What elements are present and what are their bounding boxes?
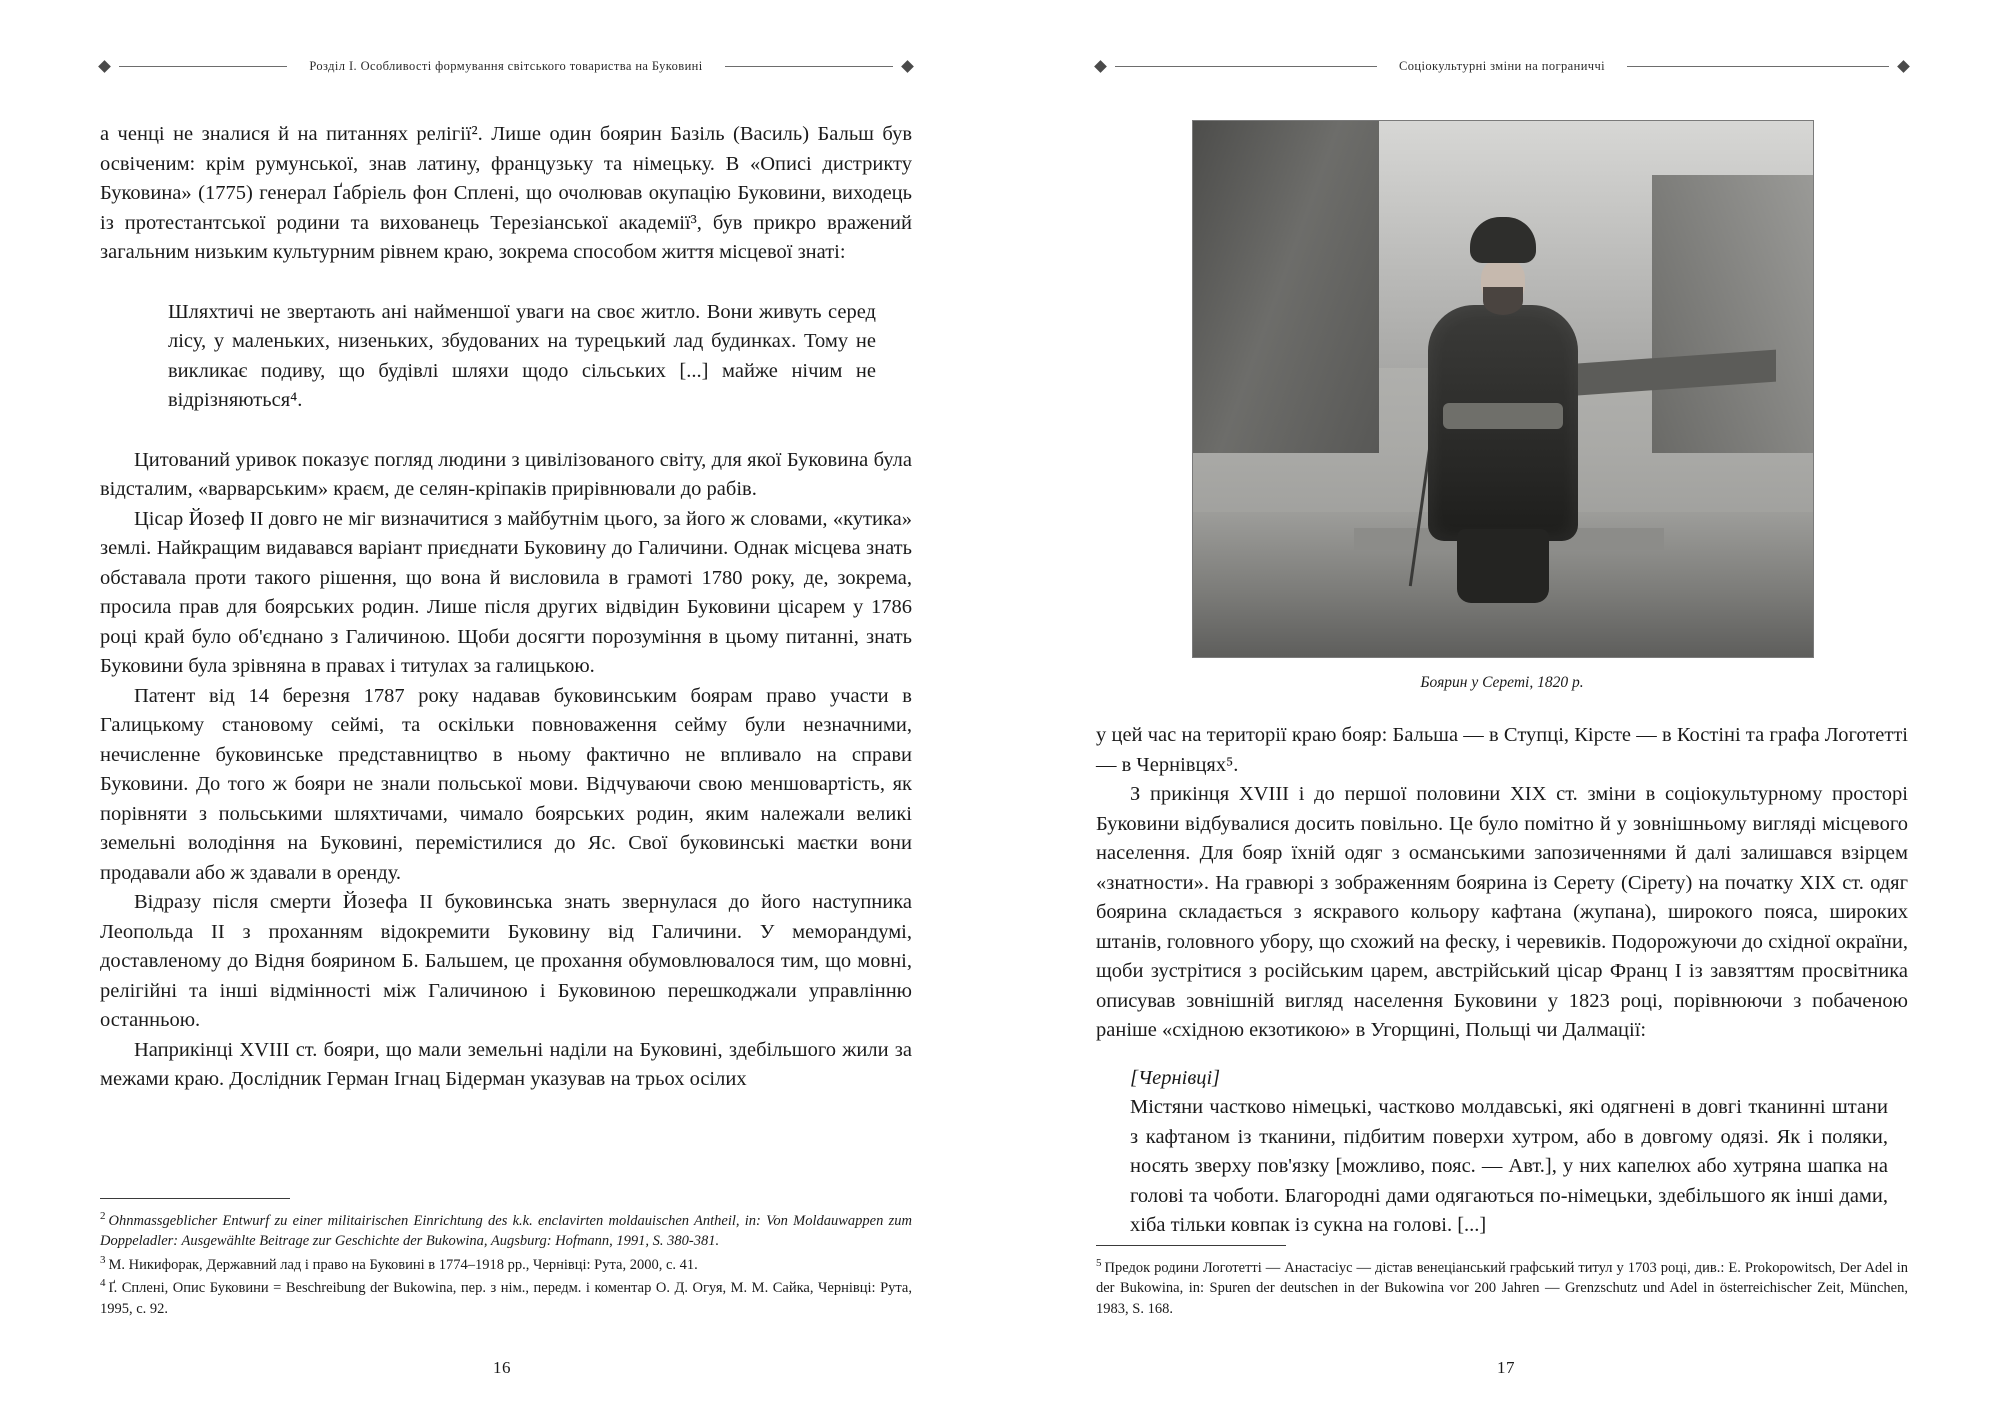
blockquote-franz-i xyxy=(1130,1064,1888,1241)
footnotes-right xyxy=(1096,1245,1908,1323)
figure-hat xyxy=(1470,217,1536,263)
body-text-left xyxy=(100,120,912,1095)
body-text-right xyxy=(1096,721,1908,1241)
figure-beard xyxy=(1483,287,1523,315)
footnote-number: 5 xyxy=(1096,1256,1102,1269)
paragraph: Цісар Йозеф II довго не міг визначитися з майбутнім цього, за його ж словами, «кутика» землі. Найкращим видавався варіант приєднати Буковину до Галичини. Однак місцева знать обставала проти такого рішення, що вона й висловила в грамоті 1780 року, де, зокрема, просила прав для боярських родин. Лише після других відвідин Буковини цісарем у 1786 році край було об'єднано з Галичиною. Щоби досягти порозуміння в цьому питанні, знать Буковини була зрівняна в правах і титулах за галицькою. xyxy=(100,507,912,677)
footnote-text: Предок родини Логотетті — Анастасіус — дістав венеціанський графський титул у 1703 році, див.: E. Prokopowitsch, Der Adel in der Bukowina, in: Spuren der deutschen in der Bukowina vor 200 Jahren — Grenzschutz und Adel in österreichischer Zeit, München, 1983, S. 168. xyxy=(1096,1259,1908,1317)
figure-image xyxy=(1192,120,1814,658)
footnote-text: Ohnmassgeblicher Entwurf zu einer militairischen Einrichtung des k.k. enclavirten moldauischen Antheil, in: Von Moldauwappen zum Doppeladler: Ausgewählte Beitrage zur Geschichte der Bukowina, Augsburg: Hofmann, 1991, S. 380-381. xyxy=(100,1212,912,1249)
footnote-item xyxy=(100,1255,912,1276)
blockquote-spleny xyxy=(168,298,876,416)
figure-caption: Боярин у Сереті, 1820 р. xyxy=(1420,674,1584,691)
running-head-left-text: Розділ I. Особливості формування світського товариства на Буковині xyxy=(309,58,703,73)
paragraph: Наприкінці XVIII ст. бояри, що мали земельні наділи на Буковині, здебільшого жили за межами краю. Дослідник Герман Ігнац Бідерман указував на трьох осілих xyxy=(100,1038,912,1090)
page-right xyxy=(1004,0,2008,1418)
footnote-item xyxy=(1096,1258,1908,1320)
diamond-ornament-icon xyxy=(1094,60,1107,73)
figure-boyar xyxy=(1192,120,1812,692)
paragraph: Відразу після смерти Йозефа II буковинська знать звернулася до його наступника Леопольда II з проханням відокремити Буковину від Галичини. У меморандумі, доставленому до Відня боярином Б. Бальшем, це прохання обумовлювалося тим, що мовні, релігійні та інші відмінності між Галичиною і Буковиною перешкоджали управлінню останньою. xyxy=(100,891,912,1031)
running-head-right-text: Соціокультурні зміни на пограниччі xyxy=(1398,58,1606,73)
paragraph: З прикінця XVIII і до першої половини XIX ст. зміни в соціокультурному просторі Буковини відбувалися досить повільно. Це було помітно й у зовнішньому вигляді місцевого населення. Для бояр їхній одяг з османськими запозиченнями й далі залишався взірцем «знатности». На гравюрі з зображенням боярина із Серету (Сірету) на початку XIX ст. одяг боярина складається з яскравого кольору кафтана (жупана), широкого пояса, широких штанів, головного убору, що схожий на феску, і черевиків. Подорожуючи до східної окраїни, щоби зустрітися з російським царем, австрійський цісар Франц I із завзяттям просвітника описував зовнішній вигляд населення Буковини у 1823 році, порівнюючи з побаченою раніше «східною екзотикою» в Угорщині, Польщі чи Далмації: xyxy=(1096,783,1908,1041)
page-number-right: 17 xyxy=(1497,1358,1515,1377)
figure-building-left xyxy=(1193,121,1379,453)
paragraph: у цей час на території краю бояр: Бальша — в Ступці, Кірсте — в Костіні та графа Логотетті — в Чернівцях⁵. xyxy=(1096,724,1908,776)
running-head-left xyxy=(100,56,912,76)
rule-left xyxy=(1115,66,1377,67)
footnote-item xyxy=(100,1211,912,1252)
figure-boyar-person xyxy=(1408,217,1598,617)
footnote-text: М. Никифорак, Державний лад і право на Буковині в 1774–1918 рр., Чернівці: Рута, 2000, с. 41. xyxy=(108,1256,698,1273)
diamond-ornament-icon xyxy=(98,60,111,73)
footnote-item xyxy=(100,1278,912,1319)
blockquote-text: Містяни частково німецькі, частково молдавські, які одягнені в довгі тканинні штани з кафтаном із тканини, підбитим поверхи хутром, або в довгому одязі. Як і поляки, носять зверху пов'язку [можливо, пояс. — Авт.], у них капелюх або хутряна шапка на голові та чоботи. Благородні дами одягаються по-німецьки, здебільшого як інші дами, хіба тільки ковпак із сукна на голові. [...] xyxy=(1130,1096,1888,1236)
page-number-left: 16 xyxy=(493,1358,511,1377)
footnote-text: Ґ. Сплені, Опис Буковини = Beschreibung der Bukowina, пер. з нім., передм. і коментар О. Д. Огуя, М. М. Сайка, Чернівці: Рута, 1995, с. 92. xyxy=(100,1280,912,1317)
footnote-rule xyxy=(100,1198,290,1199)
paragraph: а ченці не зналися й на питаннях релігії². Лише один боярин Базіль (Василь) Бальш був освіченим: крім румунської, знав латину, французьку та німецьку. В «Описі дистрикту Буковина» (1775) генерал Ґабріель фон Сплені, що очолював окупацію Буковини, виходець із протестантської родини та вихованець Терезіанської академії³, був прикро вражений загальним низьким культурним рівнем краю, зокрема способом життя місцевої знаті: xyxy=(100,123,912,263)
figure-sash xyxy=(1443,403,1563,429)
rule-right xyxy=(1627,66,1889,67)
rule-left xyxy=(119,66,287,67)
footnotes-left xyxy=(100,1198,912,1323)
footnote-number: 2 xyxy=(100,1209,106,1222)
running-head-right xyxy=(1096,56,1908,76)
figure-building-right xyxy=(1652,175,1813,454)
paragraph: Патент від 14 березня 1787 року надавав буковинським боярам право участи в Галицькому становому сеймі, та оскільки повноваження сейму були незначними, нечисленне буковинське представництво в ньому фактично не впливало на справи Буковини. До того ж бояри не знали польської мови. Відчуваючи свою меншовартість, як порівняти з польськими шляхтичами, чимало боярських родин, яким належали великі земельні володіння на Буковині, перемістилися до Яс. Свої буковинські маєтки вони продавали або ж здавали в оренду. xyxy=(100,684,912,884)
footnote-rule xyxy=(1096,1245,1286,1246)
rule-right xyxy=(725,66,893,67)
diamond-ornament-icon xyxy=(901,60,914,73)
paragraph: Цитований уривок показує погляд людини з цивілізованого світу, для якої Буковина була відсталим, «варварським» краєм, де селян-кріпаків прирівнювали до рабів. xyxy=(100,448,912,500)
figure-trousers xyxy=(1457,529,1549,603)
footnote-number: 4 xyxy=(100,1277,106,1290)
blockquote-text: Шляхтичі не звертають ані найменшої уваги на своє житло. Вони живуть серед лісу, у маленьких, низеньких, збудованих на турецький лад будинках. Тому не викликає подиву, що будівлі шляхи щодо сільських [...] майже нічим не відрізняються⁴. xyxy=(168,300,876,411)
blockquote-head: [Чернівці] xyxy=(1130,1066,1221,1089)
footnote-number: 3 xyxy=(100,1253,106,1266)
diamond-ornament-icon xyxy=(1897,60,1910,73)
